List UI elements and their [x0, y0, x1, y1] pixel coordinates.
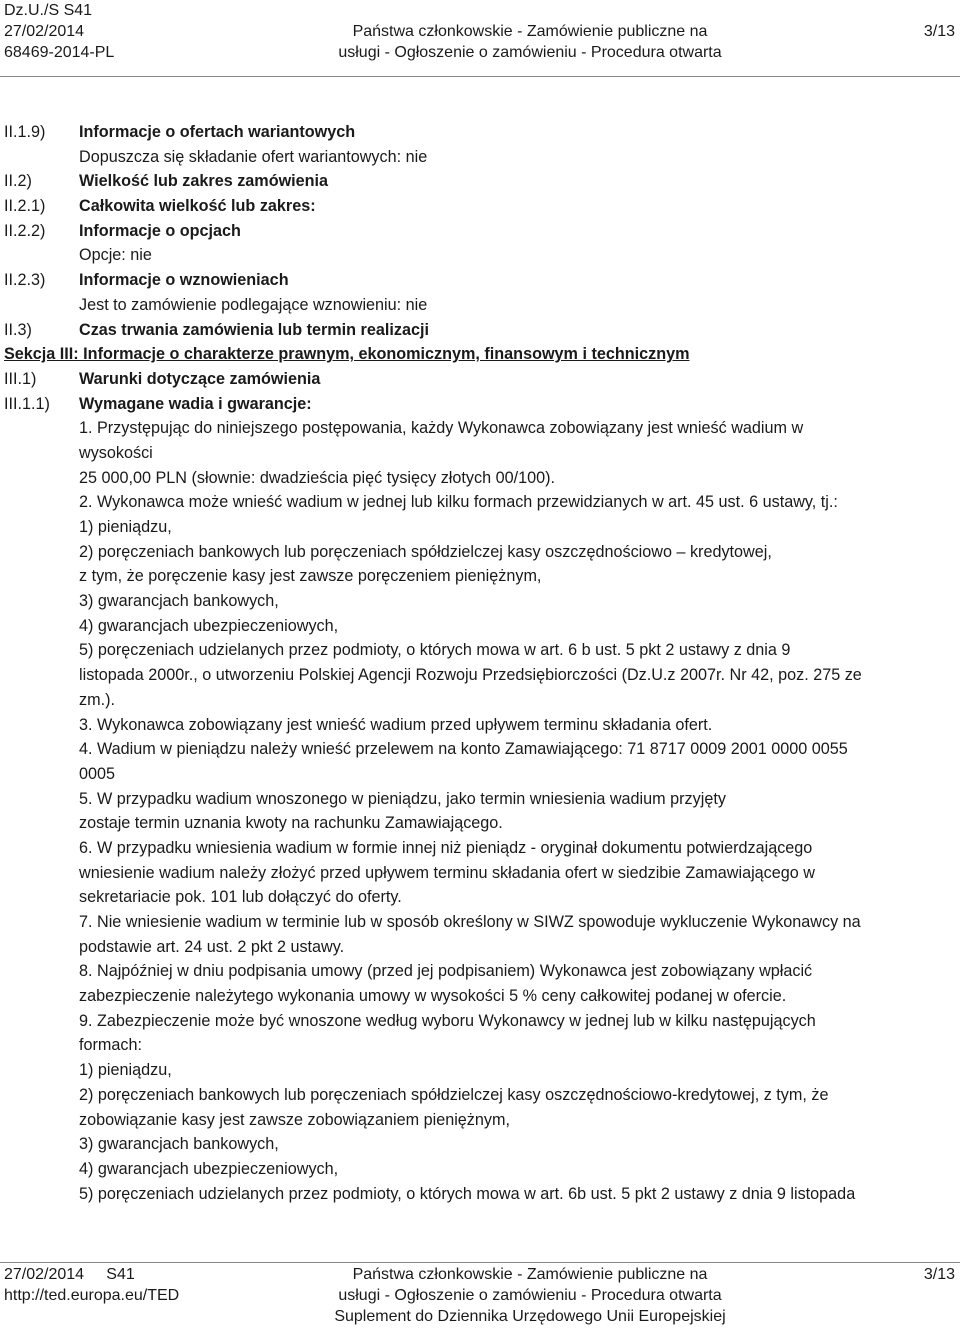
- document-line: [0, 1157, 960, 1182]
- footer-title-line-1: Państwa członkowskie - Zamówienie publiczne na: [352, 1266, 708, 1283]
- item-text: 4) gwarancjach ubezpieczeniowych,: [79, 616, 339, 635]
- item-text: 2) poręczeniach bankowych lub poręczeniach spółdzielczej kasy oszczędnościowo – kredytowej,: [79, 542, 772, 561]
- item-text: 7. Nie wniesienie wadium w terminie lub w sposób określony w SIWZ spowoduje wykluczenie Wykonawcy na: [79, 913, 861, 931]
- header-center: [300, 21, 760, 63]
- header-journal-ref: Dz.U./S S41: [4, 2, 93, 19]
- item-text: 3. Wykonawca zobowiązany jest wnieść wadium przed upływem terminu składania ofert.: [79, 715, 713, 734]
- document-line: [0, 1132, 960, 1157]
- document-line: [0, 145, 960, 170]
- document-line: [0, 293, 960, 318]
- document-line: [0, 614, 960, 639]
- item-text: 0005: [79, 764, 116, 783]
- document-line: [0, 811, 960, 836]
- document-line: [0, 910, 960, 935]
- item-text: 6. W przypadku wniesienia wadium w formie innej niż pieniądz - oryginał dokumentu potwierdzającego: [79, 838, 813, 857]
- footer-url[interactable]: http://ted.europa.eu/TED: [4, 1287, 180, 1304]
- document-line: [0, 194, 960, 219]
- item-text: z tym, że poręczenie kasy jest zawsze poręczeniem pieniężnym,: [79, 567, 542, 586]
- document-line: [0, 564, 960, 589]
- item-text: sekretariacie pok. 101 lub dołączyć do oferty.: [79, 888, 402, 907]
- document-line: [0, 243, 960, 268]
- page-header: [0, 0, 960, 76]
- item-text: 5) poręczeniach udzielanych przez podmioty, o których mowa w art. 6b ust. 5 pkt 2 ustawy z dnia 9 listopada: [79, 1184, 856, 1203]
- footer-left: [4, 1264, 179, 1306]
- item-text: 1) pieniądzu,: [79, 518, 172, 536]
- document-line: [0, 416, 960, 441]
- item-text: Dopuszcza się składanie ofert wariantowych: nie: [79, 147, 428, 166]
- document-line: [0, 392, 960, 417]
- document-line: [0, 490, 960, 515]
- document-line: [0, 935, 960, 960]
- page-footer: [0, 1264, 960, 1334]
- item-text: listopada 2000r., o utworzeniu Polskiej Agencji Rozwoju Przedsiębiorczości (Dz.U.z 2007r. Nr 42, poz. 275 ze: [79, 666, 862, 685]
- document-line: [0, 959, 960, 984]
- item-text: 8. Najpóźniej w dniu podpisania umowy (przed jej podpisaniem) Wykonawca jest zobowiązany wpłacić: [79, 962, 813, 981]
- item-text: 4. Wadium w pieniądzu należy wnieść przelewem na konto Zamawiającego: 71 8717 0009 2001 0000 0055: [79, 740, 848, 759]
- item-heading: Wymagane wadia i gwarancje:: [79, 394, 312, 413]
- item-text: Jest to zamówienie podlegające wznowieniu: nie: [79, 295, 428, 314]
- item-text: wysokości: [79, 443, 153, 462]
- document-line: [0, 1108, 960, 1133]
- item-text: 1) pieniądzu,: [79, 1061, 172, 1080]
- footer-page-number: 3/13: [923, 1266, 955, 1283]
- item-heading: Warunki dotyczące zamówienia: [79, 369, 321, 388]
- document-line: [0, 367, 960, 392]
- document-line: [0, 466, 960, 491]
- item-text: 3) gwarancjach bankowych,: [79, 592, 279, 611]
- item-text: podstawie art. 24 ust. 2 pkt 2 ustawy.: [79, 937, 345, 956]
- header-date: 27/02/2014: [4, 23, 85, 40]
- section-number: II.2.3): [4, 271, 46, 290]
- item-text: 25 000,00 PLN (słownie: dwadzieścia pięć tysięcy złotych 00/100).: [79, 468, 555, 487]
- item-heading: Czas trwania zamówienia lub termin realizacji: [79, 320, 429, 339]
- document-line: [0, 515, 960, 540]
- header-left: [4, 0, 114, 63]
- item-heading: Informacje o wznowieniach: [79, 271, 289, 290]
- footer-divider: [0, 1262, 960, 1263]
- document-line: [0, 984, 960, 1009]
- item-heading: Całkowita wielkość lub zakres:: [79, 197, 316, 216]
- document-line: [0, 1083, 960, 1108]
- item-text: 2) poręczeniach bankowych lub poręczeniach spółdzielczej kasy oszczędnościowo-kredytowej, z tym, że: [79, 1085, 829, 1104]
- item-text: 5) poręczeniach udzielanych przez podmioty, o których mowa w art. 6 b ust. 5 pkt 2 ustawy z dnia 9: [79, 641, 791, 660]
- section-number: II.2.2): [4, 221, 46, 240]
- item-text: 9. Zabezpieczenie może być wnoszone według wyboru Wykonawcy w jednej lub w kilku następujących: [79, 1011, 816, 1030]
- document-line: [0, 787, 960, 812]
- document-line: [0, 737, 960, 762]
- document-line: [0, 441, 960, 466]
- item-text: 2. Wykonawca może wnieść wadium w jednej lub kilku formach przewidzianych w art. 45 ust. 6 ustawy, tj.:: [79, 493, 838, 512]
- header-page-number: 3/13: [923, 23, 955, 40]
- item-text: zm.).: [79, 690, 115, 709]
- document-line: [0, 1009, 960, 1034]
- document-line: [0, 589, 960, 614]
- item-heading: Wielkość lub zakres zamówienia: [79, 172, 329, 191]
- document-line: [0, 1182, 960, 1207]
- document-line: [0, 120, 960, 145]
- document-body: [0, 120, 960, 1206]
- item-text: zostaje termin uznania kwoty na rachunku Zamawiającego.: [79, 814, 503, 833]
- section-number: II.3): [4, 320, 32, 339]
- section-number: II.2.1): [4, 197, 46, 216]
- header-title-line-1: Państwa członkowskie - Zamówienie publiczne na: [352, 23, 708, 40]
- section-number: III.1): [4, 369, 37, 388]
- header-notice-id: 68469-2014-PL: [4, 44, 115, 61]
- document-line: [0, 688, 960, 713]
- document-line: [0, 1033, 960, 1058]
- document-line: [0, 219, 960, 244]
- document-line: [0, 638, 960, 663]
- item-text: 3) gwarancjach bankowych,: [79, 1135, 279, 1154]
- footer-title-line-2: usługi - Ogłoszenie o zamówieniu - Procedura otwarta: [338, 1287, 722, 1304]
- footer-center: [300, 1264, 760, 1327]
- item-text: formach:: [79, 1036, 142, 1055]
- item-text: 4) gwarancjach ubezpieczeniowych,: [79, 1159, 339, 1178]
- item-text: 5. W przypadku wadium wnoszonego w pieniądzu, jako termin wniesienia wadium przyjęty: [79, 789, 726, 808]
- document-line: [0, 169, 960, 194]
- document-line: [0, 663, 960, 688]
- section-heading: [0, 342, 960, 367]
- item-text: Opcje: nie: [79, 246, 152, 265]
- section-number: III.1.1): [4, 394, 50, 413]
- item-heading: Informacje o ofertach wariantowych: [79, 123, 356, 141]
- document-line: [0, 318, 960, 343]
- document-line: [0, 885, 960, 910]
- section-number: II.1.9): [4, 123, 46, 141]
- section-number: II.2): [4, 172, 32, 191]
- document-line: [0, 762, 960, 787]
- item-text: wniesienie wadium należy złożyć przed upływem terminu składania ofert w siedzibie Zamawiającego w: [79, 863, 815, 882]
- document-line: [0, 540, 960, 565]
- document-line: [0, 268, 960, 293]
- document-line: [0, 713, 960, 738]
- item-text: zabezpieczenie należytego wykonania umowy w wysokości 5 % ceny całkowitej podanej w ofercie.: [79, 987, 787, 1006]
- document-line: [0, 1058, 960, 1083]
- item-heading: Informacje o opcjach: [79, 221, 241, 240]
- header-title-line-2: usługi - Ogłoszenie o zamówieniu - Procedura otwarta: [338, 44, 722, 61]
- footer-supplement: Suplement do Dziennika Urzędowego Unii Europejskiej: [334, 1308, 726, 1325]
- item-text: zobowiązanie kasy jest zawsze zobowiązaniem pieniężnym,: [79, 1110, 510, 1129]
- section-title: Sekcja III: Informacje o charakterze prawnym, ekonomicznym, finansowym i technicznym: [4, 345, 690, 364]
- document-line: [0, 836, 960, 861]
- document-line: [0, 861, 960, 886]
- header-divider: [0, 76, 960, 77]
- footer-date-ref: 27/02/2014 S41: [4, 1266, 135, 1283]
- item-text: 1. Przystępując do niniejszego postępowania, każdy Wykonawca zobowiązany jest wnieść wadium w: [79, 419, 804, 438]
